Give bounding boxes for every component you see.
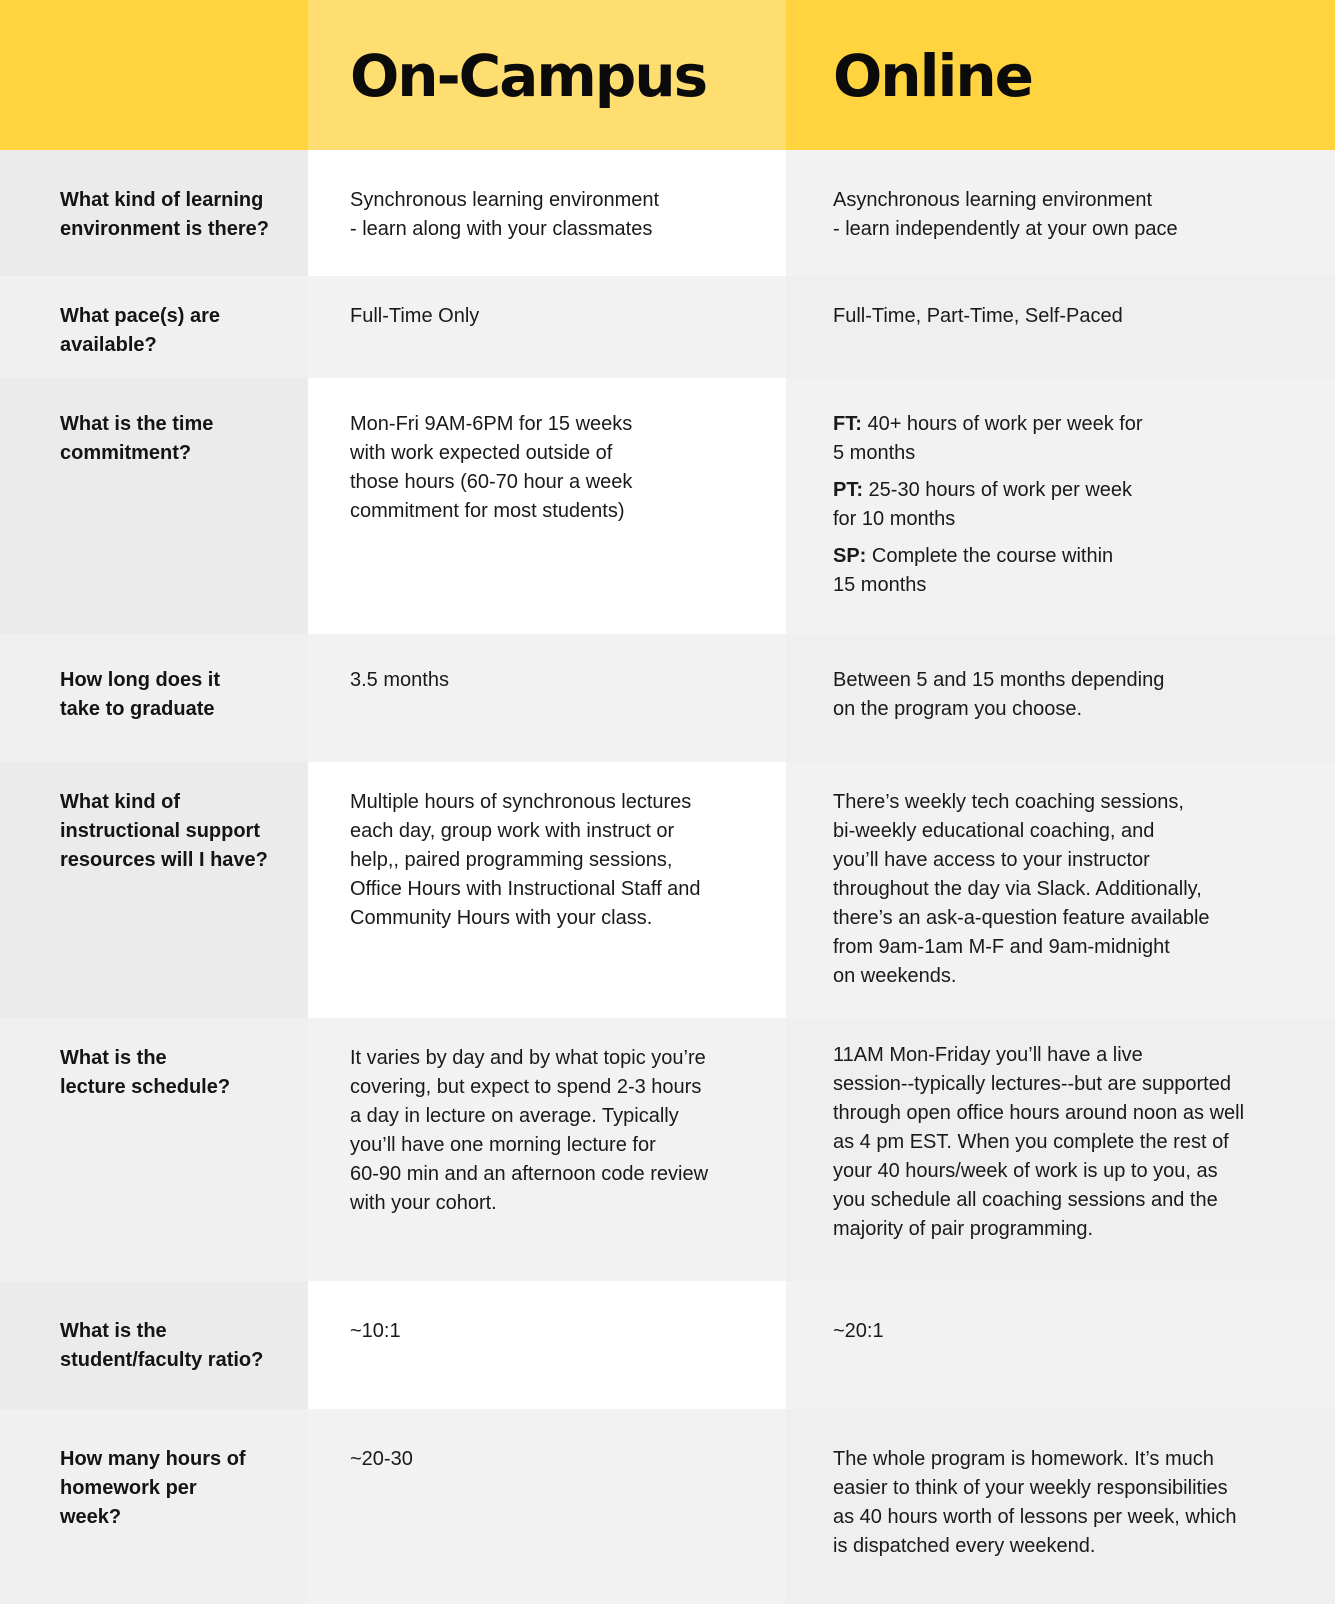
question-line: What is the time [60, 413, 214, 435]
answer-line: There’s weekly tech coaching sessions, [833, 791, 1184, 813]
online-time-commitment [786, 378, 1335, 634]
answer-line: 11AM Mon-Friday you’ll have a live [833, 1044, 1143, 1066]
answer-line: there’s an ask-a-question feature available [833, 907, 1210, 929]
answer-line: through open office hours around noon as well [833, 1102, 1245, 1124]
pace-key: PT: [833, 479, 863, 501]
answer-line: 3.5 months [350, 669, 449, 691]
online-student-faculty-ratio [786, 1281, 1335, 1409]
answer-line: 5 months [833, 442, 916, 464]
question-line: available? [60, 334, 157, 356]
header-online [786, 0, 1335, 150]
campus-graduate-time [308, 634, 786, 762]
campus-instructional-support [308, 762, 786, 1018]
answer-line: Asynchronous learning environment [833, 189, 1153, 211]
answer-line: - learn along with your classmates [350, 218, 653, 240]
question-line: What is the [60, 1320, 167, 1342]
question-line: week? [60, 1506, 122, 1528]
question-line: What is the [60, 1047, 167, 1069]
answer-line: as 4 pm EST. When you complete the rest of [833, 1131, 1229, 1153]
answer-line: bi-weekly educational coaching, and [833, 820, 1155, 842]
answer-line: help,, paired programming sessions, [350, 849, 673, 871]
pace-pt [833, 476, 1305, 534]
answer-line: on weekends. [833, 965, 957, 987]
pace-key: FT: [833, 413, 862, 435]
answer-line: 40+ hours of work per week for [861, 413, 1143, 435]
answer-line: The whole program is homework. It’s much [833, 1448, 1214, 1470]
answer-line: for 10 months [833, 508, 956, 530]
online-pace [786, 276, 1335, 378]
answer-line: your 40 hours/week of work is up to you, as [833, 1160, 1218, 1182]
question-line: What kind of [60, 791, 180, 813]
header-corner [0, 0, 308, 150]
campus-student-faculty-ratio [308, 1281, 786, 1409]
answer-line: with your cohort. [350, 1192, 497, 1214]
answer-line: a day in lecture on average. Typically [350, 1105, 679, 1127]
pace-sp [833, 542, 1305, 600]
campus-lecture-schedule [308, 1018, 786, 1281]
online-instructional-support [786, 762, 1335, 1018]
answer-line: easier to think of your weekly responsibilities [833, 1477, 1228, 1499]
question-pace [0, 276, 308, 378]
answer-line: Community Hours with your class. [350, 907, 653, 929]
answer-line: Synchronous learning environment [350, 189, 660, 211]
answer-line: each day, group work with instruct or [350, 820, 675, 842]
question-student-faculty-ratio [0, 1281, 308, 1409]
answer-line: Mon-Fri 9AM-6PM for 15 weeks [350, 413, 633, 435]
answer-line: majority of pair programming. [833, 1218, 1094, 1240]
online-graduate-time [786, 634, 1335, 762]
answer-line: 15 months [833, 574, 927, 596]
question-lecture-schedule [0, 1018, 308, 1281]
question-learning-environment [0, 150, 308, 276]
question-line: homework per [60, 1477, 197, 1499]
campus-time-commitment [308, 378, 786, 634]
answer-line: session--typically lectures--but are supported [833, 1073, 1231, 1095]
answer-line: ~20:1 [833, 1320, 884, 1342]
answer-line: Office Hours with Instructional Staff and [350, 878, 701, 900]
question-line: instructional support [60, 820, 260, 842]
answer-line: those hours (60-70 hour a week [350, 471, 633, 493]
answer-line: It varies by day and by what topic you’re [350, 1047, 706, 1069]
answer-line: from 9am-1am M-F and 9am-midnight [833, 936, 1170, 958]
answer-line: you’ll have one morning lecture for [350, 1134, 656, 1156]
answer-line: is dispatched every weekend. [833, 1535, 1096, 1557]
online-learning-environment [786, 150, 1335, 276]
answer-line: on the program you choose. [833, 698, 1083, 720]
answer-line: Between 5 and 15 months depending [833, 669, 1165, 691]
answer-line: throughout the day via Slack. Additionally, [833, 878, 1202, 900]
pace-key: SP: [833, 545, 867, 567]
header-on-campus [308, 0, 786, 150]
question-line: commitment? [60, 442, 192, 464]
question-line: take to graduate [60, 698, 215, 720]
online-lecture-schedule [786, 1018, 1335, 1281]
question-line: environment is there? [60, 218, 269, 240]
question-line: What pace(s) are [60, 305, 221, 327]
answer-line: ~10:1 [350, 1320, 401, 1342]
campus-learning-environment [308, 150, 786, 276]
question-line: resources will I have? [60, 849, 268, 871]
answer-line: covering, but expect to spend 2-3 hours [350, 1076, 702, 1098]
online-homework-hours [786, 1409, 1335, 1604]
answer-line: - learn independently at your own pace [833, 218, 1178, 240]
answer-line: you’ll have access to your instructor [833, 849, 1150, 871]
question-line: lecture schedule? [60, 1076, 231, 1098]
on-campus-title: On-Campus [350, 42, 707, 110]
answer-line: Full-Time, Part-Time, Self-Paced [833, 305, 1123, 327]
answer-line: with work expected outside of [350, 442, 613, 464]
answer-line: ~20-30 [350, 1448, 413, 1470]
answer-line: you schedule all coaching sessions and the [833, 1189, 1218, 1211]
campus-homework-hours [308, 1409, 786, 1604]
answer-line: Full-Time Only [350, 305, 480, 327]
online-title: Online [833, 42, 1032, 110]
answer-line: as 40 hours worth of lessons per week, which [833, 1506, 1237, 1528]
answer-line: commitment for most students) [350, 500, 625, 522]
answer-line: Complete the course within [866, 545, 1114, 567]
pace-ft [833, 410, 1305, 468]
question-line: How many hours of [60, 1448, 246, 1470]
question-line: How long does it [60, 669, 220, 691]
question-instructional-support [0, 762, 308, 1018]
question-homework-hours [0, 1409, 308, 1604]
campus-pace [308, 276, 786, 378]
answer-line: Multiple hours of synchronous lectures [350, 791, 692, 813]
answer-line: 25-30 hours of work per week [863, 479, 1133, 501]
question-line: What kind of learning [60, 189, 264, 211]
answer-line: 60-90 min and an afternoon code review [350, 1163, 709, 1185]
question-time-commitment [0, 378, 308, 634]
question-graduate-time [0, 634, 308, 762]
question-line: student/faculty ratio? [60, 1349, 264, 1371]
